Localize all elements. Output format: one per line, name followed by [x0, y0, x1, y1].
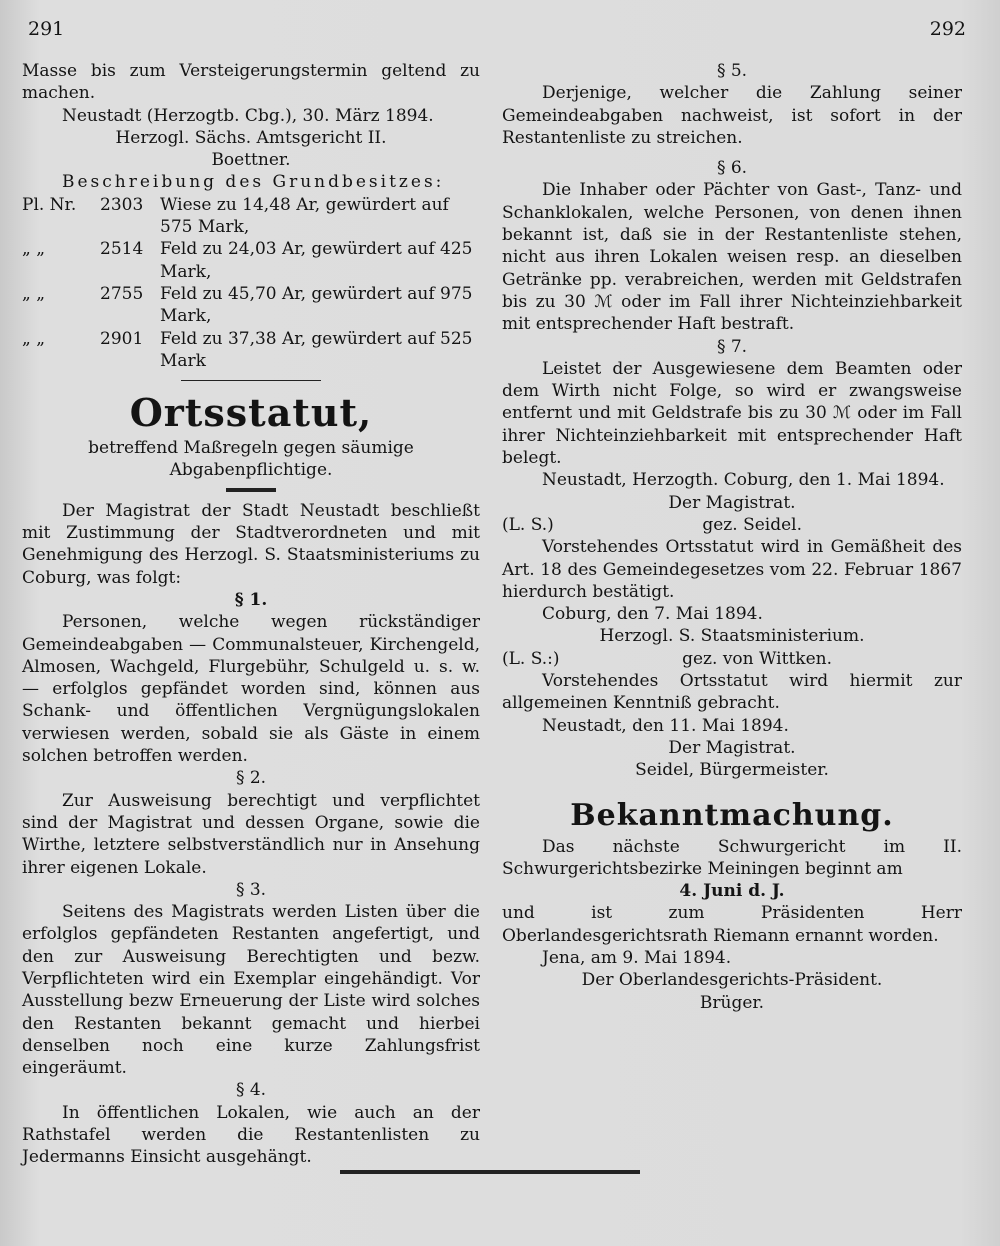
- section-2-heading: § 2.: [235, 768, 267, 789]
- grund-row: [22, 194, 480, 239]
- signature-3: Seidel, Bürgermeister.: [635, 760, 829, 781]
- intro-text: Masse bis zum Versteigerungstermin geltend zu machen.: [22, 61, 480, 104]
- section-4-text: In öffentlichen Lokalen, wie auch an der Rathstafel werden die Restantenlisten zu Jedermanns Einsicht ausgehängt.: [22, 1102, 480, 1168]
- place-date: Neustadt (Herzogtb. Cbg.), 30. März 1894.: [62, 105, 434, 126]
- statut-title: Ortsstatut,: [129, 390, 373, 436]
- bottom-rule: [340, 1170, 640, 1174]
- grund-nr: 2514: [100, 239, 144, 260]
- grund-nr: 2755: [100, 283, 144, 304]
- grund-text: Wiese zu 14,48 Ar, gewürdert auf 575 Mark,: [160, 194, 449, 238]
- court-name: Herzogl. Sächs. Amtsgericht II.: [115, 127, 387, 148]
- place-date-1: Neustadt, Herzogth. Coburg, den 1. Mai 1894.: [542, 470, 945, 491]
- section-6-heading: § 6.: [716, 158, 748, 179]
- seal-line-2: [502, 648, 962, 670]
- judge-name: Boettner.: [211, 150, 291, 171]
- confirmation-text: Vorstehendes Ortsstatut wird in Gemäßheit des Art. 18 des Gemeindegesetzes vom 22. Februar 1867 hierdurch bestätigt.: [502, 537, 962, 602]
- ministry-name: Herzogl. S. Staatsministerium.: [599, 626, 865, 647]
- divider: [181, 380, 321, 381]
- bekanntmachung-date: 4. Juni d. J.: [679, 881, 785, 902]
- grund-pre: „ „: [22, 328, 46, 349]
- place-date-3: Neustadt, den 11. Mai 1894.: [542, 715, 789, 736]
- grund-text: Feld zu 37,38 Ar, gewürdert auf 525 Mark: [160, 328, 473, 371]
- bekanntmachung-title: Bekanntmachung.: [570, 797, 894, 833]
- president-title: Der Oberlandesgerichts-Präsident.: [581, 970, 883, 991]
- section-7-text: Leistet der Ausgewiesene dem Beamten oder dem Wirth nicht Folge, so wird er zwangsweise entfernt und mit Geldstrafe bis zu 30 ℳ oder im Fall ihrer Nichteinziehbarkeit mit entsprechender Haft belegt.: [502, 358, 962, 469]
- grund-pre: „ „: [22, 283, 46, 304]
- spacer: [502, 149, 962, 157]
- grund-row: [22, 238, 480, 283]
- grund-nr: 2901: [100, 328, 144, 349]
- grund-pre: Pl. Nr.: [22, 194, 77, 215]
- seal-2: (L. S.:): [502, 648, 560, 669]
- bekanntmachung-text: Das nächste Schwurgericht im II. Schwurgerichtsbezirke Meiningen beginnt am: [502, 836, 962, 879]
- left-column: [22, 60, 480, 1169]
- section-7-heading: § 7.: [716, 336, 748, 357]
- publication-text: Vorstehendes Ortsstatut wird hiermit zur allgemeinen Kenntniß gebracht.: [502, 671, 962, 714]
- grund-heading: Beschreibung des Grundbesitzes:: [62, 172, 445, 193]
- page-number-left: 291: [28, 18, 65, 40]
- section-1-heading: § 1.: [234, 589, 268, 610]
- bekanntmachung-text-2: und ist zum Präsidenten Herr Oberlandesgerichtsrath Riemann ernannt worden.: [502, 903, 962, 946]
- signature-4: Brüger.: [699, 992, 765, 1013]
- grund-pre: „ „: [22, 239, 46, 260]
- grund-row: [22, 328, 480, 373]
- section-2-text: Zur Ausweisung berechtigt und verpflichtet sind der Magistrat und dessen Organe, sowie die Wirthe, letztere selbstverständlich nur in Ansehung ihrer eigenen Lokale.: [22, 790, 480, 878]
- seal-line-1: [502, 514, 962, 536]
- grund-row: [22, 283, 480, 328]
- right-column: [502, 60, 962, 1014]
- grund-table: [22, 194, 480, 372]
- magistrat-2: Der Magistrat.: [668, 737, 796, 758]
- section-5-text: Derjenige, welcher die Zahlung seiner Gemeindeabgaben nachweist, ist sofort in der Restantenliste zu streichen.: [502, 83, 962, 148]
- section-1-text: Personen, welche wegen rückständiger Gemeindeabgaben — Communalsteuer, Kirchengeld, Almosen, Wachgeld, Flurgebühr, Schulgeld u. s. w. — erfolglos gepfändet worden sind, können aus Schank- und öffentlichen Vergnügungslokalen verwiesen werden, sobald sie als Gäste in einem solchen betroffen werden.: [22, 612, 480, 767]
- grund-text: Feld zu 24,03 Ar, gewürdert auf 425 Mark,: [160, 239, 473, 282]
- section-4-heading: § 4.: [235, 1080, 267, 1101]
- section-3-heading: § 3.: [235, 879, 267, 900]
- section-5-heading: § 5.: [716, 61, 748, 81]
- signature-2: gez. von Wittken.: [682, 648, 832, 669]
- place-date-4: Jena, am 9. Mai 1894.: [542, 947, 732, 968]
- page-number-right: 292: [929, 18, 966, 40]
- section-3-text: Seitens des Magistrats werden Listen über die erfolglos gepfändeten Restanten angefertigt, und den zur Ausweisung Berechtigten und bezw. Verpflichteten wird ein Exemplar eingehändigt. Vor Ausstellung bezw Erneuerung der Liste wird solches den Restanten bekannt gemacht und hierbei denselben noch eine kurze Zahlungsfrist eingeräumt.: [22, 902, 480, 1079]
- seal-1: (L. S.): [502, 514, 554, 535]
- grund-nr: 2303: [100, 194, 144, 215]
- section-6-text: Die Inhaber oder Pächter von Gast-, Tanz- und Schanklokalen, welche Personen, von denen ihnen bekannt ist, daß sie in der Restantenliste stehen, nicht aus ihren Lokalen weisen resp. an dieselben Getränke pp. verabreichen, werden mit Geldstrafen bis zu 30 ℳ oder im Fall ihrer Nichteinziehbarkeit mit entsprechender Haft bestraft.: [502, 180, 962, 335]
- divider-thick: [226, 488, 276, 492]
- spacer: [502, 782, 962, 796]
- place-date-2: Coburg, den 7. Mai 1894.: [542, 604, 763, 625]
- statut-intro: Der Magistrat der Stadt Neustadt beschließt mit Zustimmung der Stadtverordneten und mit Genehmigung des Herzogl. S. Staatsministeriums zu Coburg, was folgt:: [22, 500, 480, 588]
- grund-text: Feld zu 45,70 Ar, gewürdert auf 975 Mark,: [160, 283, 473, 327]
- statut-subtitle: betreffend Maßregeln gegen säumige Abgabenpflichtige.: [88, 438, 414, 481]
- magistrat-1: Der Magistrat.: [668, 492, 796, 513]
- signature-1: gez. Seidel.: [702, 514, 802, 535]
